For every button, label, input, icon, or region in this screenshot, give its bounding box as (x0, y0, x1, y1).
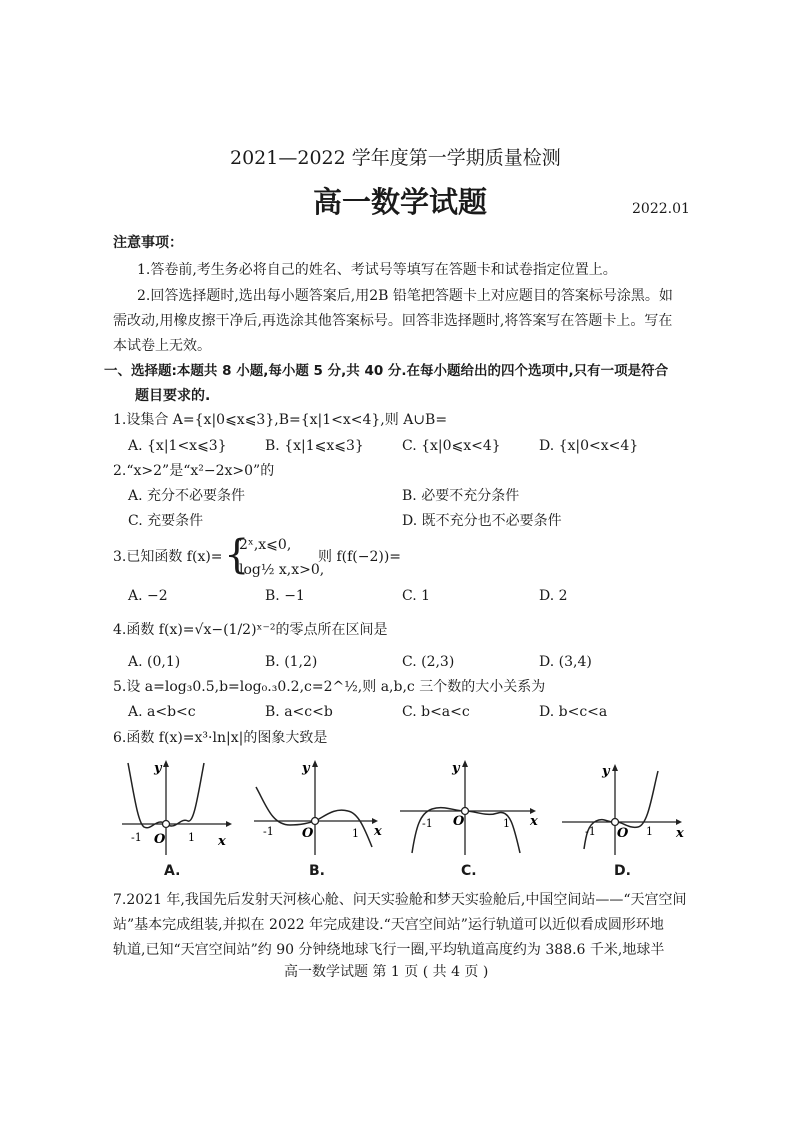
q1-option-d: D. {x|0<x<4} (539, 438, 639, 454)
tick-label: -1 (263, 825, 274, 838)
q3-option-a: A. −2 (128, 588, 168, 604)
exam-title: 2021—2022 学年度第一学期质量检测 (230, 147, 561, 169)
q3-stem-suffix: 则 f(f(−2))= (318, 549, 402, 565)
tick-label: 1 (188, 831, 195, 844)
q5-option-b: B. a<c<b (265, 704, 333, 720)
origin-label: O (617, 826, 629, 841)
origin-label: O (154, 832, 166, 847)
q3-case-2: log½ x,x>0, (239, 562, 325, 578)
q7-line: 站”基本完成组装,并拟在 2022 年完成建设.“天宫空间站”运行轨道可以近似看成圆形环地 (113, 917, 664, 933)
section-heading-cont: 题目要求的. (135, 388, 211, 404)
note-item: 需改动,用橡皮擦干净后,再选涂其他答案标号。回答非选择题时,将答案写在答题卡上。写在 (113, 313, 673, 329)
q1-stem: 1.设集合 A={x|0⩽x⩽3},B={x|1<x<4},则 A∪B= (113, 412, 448, 428)
axis-label: x (530, 814, 538, 829)
axis-label: x (374, 824, 382, 839)
q1-option-a: A. {x|1<x⩽3} (128, 438, 227, 454)
q1-option-b: B. {x|1⩽x⩽3} (265, 438, 364, 454)
q2-option-b: B. 必要不充分条件 (402, 488, 520, 504)
q4-option-a: A. (0,1) (128, 654, 181, 670)
graph-b (252, 755, 387, 860)
q4-stem: 4.函数 f(x)=√x−(1/2)ˣ⁻²的零点所在区间是 (113, 622, 388, 638)
axis-label: x (218, 834, 226, 849)
q2-option-d: D. 既不充分也不必要条件 (402, 513, 562, 529)
tick-label: 1 (352, 827, 359, 840)
q3-stem-prefix: 3.已知函数 f(x)= (113, 549, 223, 565)
tick-label: 1 (503, 817, 510, 830)
axis-label: y (154, 761, 162, 776)
graph-d-caption: D. (614, 863, 631, 879)
q4-option-c: C. (2,3) (402, 654, 455, 670)
graph-a-caption: A. (164, 863, 181, 879)
notes-heading: 注意事项： (113, 235, 183, 251)
origin-label: O (302, 826, 314, 841)
q2-option-a: A. 充分不必要条件 (128, 488, 246, 504)
q3-option-c: C. 1 (402, 588, 431, 604)
note-item: 1.答卷前,考生务必将自己的姓名、考试号等填写在答题卡和试卷指定位置上。 (137, 262, 617, 278)
graph-a (118, 755, 243, 860)
tick-label: -1 (585, 825, 596, 838)
section-heading: 一、选择题:本题共 8 小题,每小题 5 分,共 40 分.在每小题给出的四个选项中,只有一项是符合 (104, 363, 669, 379)
q5-stem: 5.设 a=log₃0.5,b=log₀.₃0.2,c=2^½,则 a,b,c 三个数的大小关系为 (113, 679, 546, 695)
q7-line: 7.2021 年,我国先后发射天河核心舱、问天实验舱和梦天实验舱后,中国空间站——“天宫空间 (113, 892, 687, 908)
q5-option-d: D. b<c<a (539, 704, 608, 720)
axis-label: y (302, 761, 310, 776)
axis-label: y (452, 761, 460, 776)
graph-d (558, 755, 688, 860)
q3-option-b: B. −1 (265, 588, 305, 604)
paper-title: 高一数学试题 (313, 185, 488, 219)
q5-option-c: C. b<a<c (402, 704, 470, 720)
page-footer: 高一数学试题 第 1 页 ( 共 4 页 ) (284, 964, 489, 980)
q2-option-c: C. 充要条件 (128, 513, 204, 529)
q5-option-a: A. a<b<c (128, 704, 196, 720)
note-item: 本试卷上无效。 (113, 338, 211, 354)
q6-stem: 6.函数 f(x)=x³·ln|x|的图象大致是 (113, 730, 328, 746)
origin-label: O (453, 814, 465, 829)
q4-option-d: D. (3,4) (539, 654, 592, 670)
q3-brace: { (224, 532, 250, 578)
axis-label: x (676, 826, 684, 841)
q3-option-d: D. 2 (539, 588, 568, 604)
axis-label: y (602, 764, 610, 779)
note-item: 2.回答选择题时,选出每小题答案后,用2B 铅笔把答题卡上对应题目的答案标号涂黑。如 (137, 288, 673, 304)
q2-stem: 2.“x>2”是“x²−2x>0”的 (113, 463, 275, 479)
tick-label: 1 (646, 825, 653, 838)
q7-line: 轨道,已知“天宫空间站”约 90 分钟绕地球飞行一圈,平均轨道高度约为 388.6 千米,地球半 (113, 942, 665, 958)
exam-date: 2022.01 (632, 201, 690, 217)
q1-option-c: C. {x|0⩽x<4} (402, 438, 501, 454)
q3-case-1: 2ˣ,x⩽0, (239, 537, 292, 553)
graph-c (398, 755, 546, 860)
graph-b-caption: B. (309, 863, 325, 879)
graph-c-caption: C. (461, 863, 477, 879)
q4-option-b: B. (1,2) (265, 654, 318, 670)
tick-label: -1 (422, 817, 433, 830)
tick-label: -1 (131, 831, 142, 844)
